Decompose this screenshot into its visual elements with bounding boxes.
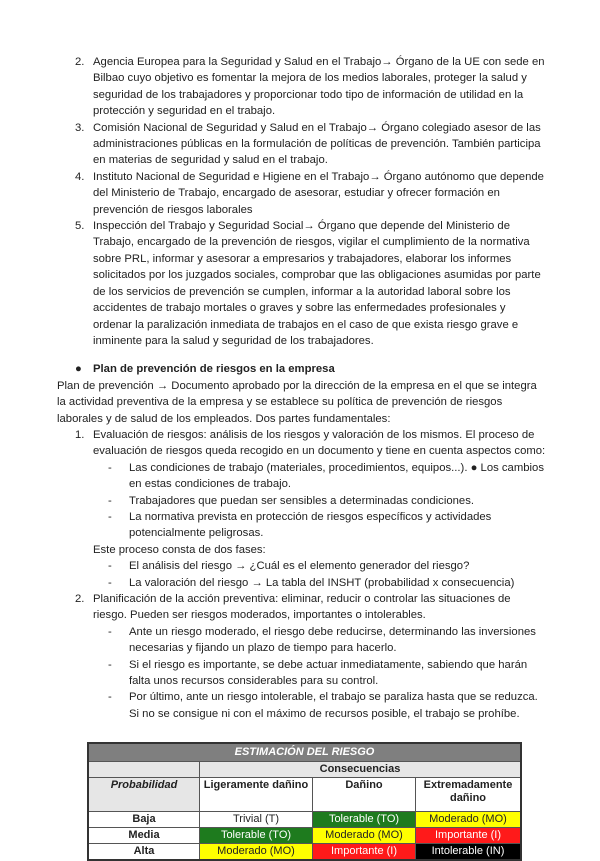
intro-paragraph: Plan de prevención → Documento aprobado por la dirección de la empresa en el que se integra la actividad preventiva de la empresa y se establece su política de prevención de riesgos laborales y de salud de los empleados. Dos partes fundamentales: [57, 379, 537, 425]
risk-cell: Moderado (MO) [416, 812, 522, 828]
risk-cell: Importante (I) [313, 844, 416, 861]
list-number: 4. [75, 170, 85, 183]
dash-marker: - [108, 691, 112, 704]
column-header: Ligeramente dañino [200, 778, 313, 812]
dash-text: Si el riesgo es importante, se debe actuar inmediatamente, sabiendo que harán falta unos recursos considerables para su control. [129, 658, 528, 688]
dash-item [57, 509, 547, 542]
dash-marker: - [108, 461, 112, 474]
dash-text: Ante un riesgo moderado, el riesgo debe reducirse, determinando las inversiones necesarias y fijando un plazo de tiempo para hacerlo. [129, 625, 536, 655]
table-row [88, 844, 521, 861]
list-item [57, 169, 547, 218]
table-row [88, 828, 521, 844]
risk-cell: Intolerable (IN) [416, 844, 522, 861]
table-row [88, 812, 521, 828]
list-number: 2. [75, 56, 85, 68]
risk-cell: Tolerable (TO) [200, 828, 313, 844]
column-header: Extremadamente dañino [416, 778, 522, 812]
dash-item [57, 460, 547, 493]
row-label: Baja [88, 812, 200, 828]
list-text: Agencia Europea para la Seguridad y Salud en el Trabajo→ Órgano de la UE con sede en Bilbao cuyo objetivo es fomentar la mejora de los medios laborales, proteger la salud y seguridad de los trabajadores y proporcionar todo tipo de información de utilidad en la protección y seguridad en el trabajo. [93, 56, 545, 118]
consequences-header: Consecuencias [200, 762, 522, 778]
dash-text: El análisis del riesgo → ¿Cuál es el elemento generador del riesgo? [129, 560, 470, 573]
table-title: ESTIMACIÓN DEL RIESGO [88, 743, 521, 762]
dash-text: Por último, ante un riesgo intolerable, el trabajo se paraliza hasta que se reduzca. Si no se consigue ni con el máximo de recursos posible, el trabajo se prohíbe. [129, 691, 538, 720]
list-item [57, 54, 547, 120]
heading-text: Plan de prevención de riesgos en la empresa [93, 363, 335, 376]
column-header: Dañino [313, 778, 416, 812]
list-number: 5. [75, 220, 85, 233]
list-text: Inspección del Trabajo y Seguridad Social→ Órgano que depende del Ministerio de Trabajo, encargado de la prevención de riesgos, vigilar el cumplimiento de la normativa sobre PRL, informar y asesorar a empresarios y trabajadores, elaborar los informes solicitados por los juzgados sociales, comprobar que las obligaciones asumidas por parte de los servicios de prevención se cumplen, informar a la autoridad laboral sobre los accidentes de trabajo mortales o graves y sobre las enfermedades profesionales y ordenar la paralización inmediata de trabajos en el caso de que exista riesgo grave e inminente para la salud y seguridad de los trabajadores. [93, 220, 541, 347]
document-body [57, 54, 547, 861]
organisms-list [57, 54, 547, 349]
dash-marker: - [108, 576, 112, 589]
dash-marker: - [108, 560, 112, 573]
list-number: 1. [75, 428, 85, 441]
risk-cell: Importante (I) [416, 828, 522, 844]
dash-item [57, 558, 547, 574]
step-1 [57, 427, 547, 460]
risk-cell: Moderado (MO) [313, 828, 416, 844]
dash-text: Trabajadores que puedan ser sensibles a determinadas condiciones. [129, 494, 474, 507]
dash-item [57, 624, 547, 657]
dash-text: La valoración del riesgo → La tabla del INSHT (probabilidad x consecuencia) [129, 576, 515, 589]
dash-item [57, 575, 547, 591]
step-2 [57, 591, 547, 624]
dash-text: Las condiciones de trabajo (materiales, procedimientos, equipos...). ● Los cambios en estas condiciones de trabajo. [129, 461, 544, 491]
dash-marker: - [108, 625, 112, 638]
section-heading [57, 361, 547, 377]
list-text: Instituto Nacional de Seguridad e Higiene en el Trabajo→ Órgano autónomo que depende del Ministerio de Trabajo, encargado de asesorar, estudiar y ofrecer formación en prevención de riesgos laborales [93, 170, 544, 216]
dash-marker: - [108, 494, 112, 507]
dash-item [57, 493, 547, 509]
list-text: Planificación de la acción preventiva: eliminar, reducir o controlar las situaciones de riesgo. Pueden ser riesgos moderados, importantes o intolerables. [93, 593, 511, 622]
risk-estimation-table [87, 742, 522, 861]
dash-text: La normativa prevista en protección de riesgos específicos y actividades potencialmente peligrosas. [129, 510, 492, 540]
list-number: 3. [75, 121, 85, 134]
dash-marker: - [108, 658, 112, 671]
list-item [57, 218, 547, 349]
risk-cell: Moderado (MO) [200, 844, 313, 861]
risk-cell: Tolerable (TO) [313, 812, 416, 828]
row-label: Alta [88, 844, 200, 861]
list-text: Evaluación de riesgos: análisis de los riesgos y valoración de los mismos. El proceso de evaluación de riesgos queda recogido en un documento y tiene en cuenta aspectos como: [93, 428, 546, 458]
probability-header: Probabilidad [88, 778, 200, 812]
bullet-icon: ● [75, 363, 82, 376]
risk-cell: Trivial (T) [200, 812, 313, 828]
dash-marker: - [108, 510, 112, 523]
row-label: Media [88, 828, 200, 844]
dash-item [57, 689, 547, 722]
list-text: Comisión Nacional de Seguridad y Salud en el Trabajo→ Órgano colegiado asesor de las administraciones públicas en la formulación de políticas de prevención. También participa en materias de seguridad y salud en el trabajo. [93, 121, 541, 167]
phases-intro: Este proceso consta de dos fases: [93, 543, 266, 556]
list-item [57, 120, 547, 169]
dash-item [57, 657, 547, 690]
empty-header [88, 762, 200, 778]
list-number: 2. [75, 593, 85, 605]
